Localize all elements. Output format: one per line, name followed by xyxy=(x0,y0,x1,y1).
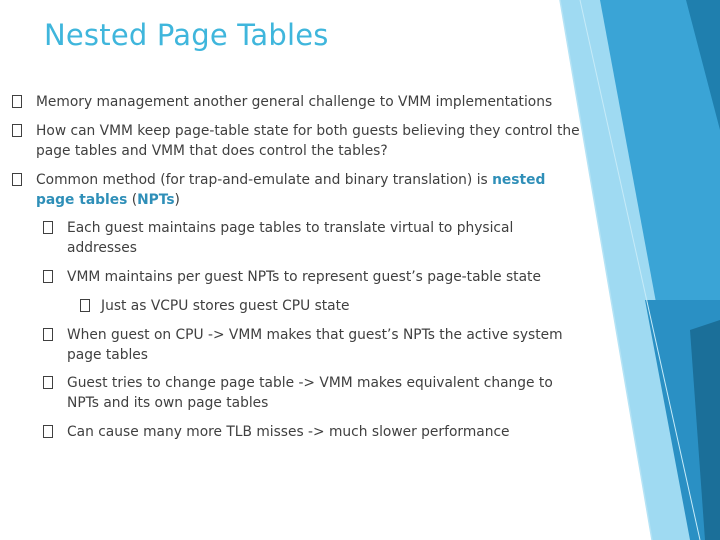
bullet-level2 xyxy=(43,373,583,413)
highlight-term: NPTs xyxy=(137,192,175,208)
bullet-level3 xyxy=(80,296,560,316)
bullet-text: Each guest maintains page tables to translate virtual to physical addresses xyxy=(67,220,514,256)
bullet-marker-icon xyxy=(43,376,53,389)
bullet-marker-icon xyxy=(80,299,90,312)
bullet-text: VMM maintains per guest NPTs to represent guest’s page-table state xyxy=(67,269,541,285)
bullet-text: Guest tries to change page table -> VMM makes equivalent change to NPTs and its own page tables xyxy=(67,375,553,411)
bullet-level2 xyxy=(43,218,553,258)
bullet-level2 xyxy=(43,325,583,365)
bullet-marker-icon xyxy=(43,328,53,341)
bullet-text-part: ) xyxy=(174,192,180,208)
bullet-level2 xyxy=(43,267,573,287)
bullet-text-part: ( xyxy=(127,192,138,208)
bullet-text-part: Common method (for trap-and-emulate and binary translation) is xyxy=(36,172,493,188)
bullet-level1 xyxy=(12,121,582,161)
bullet-text: Can cause many more TLB misses -> much slower performance xyxy=(67,424,510,440)
bullet-text: Memory management another general challenge to VMM implementations xyxy=(36,94,553,110)
bullet-marker-icon xyxy=(12,173,22,186)
bullet-text: When guest on CPU -> VMM makes that guest’s NPTs the active system page tables xyxy=(67,327,563,363)
bullet-marker-icon xyxy=(43,221,53,234)
bullet-text: How can VMM keep page-table state for both guests believing they control the page tables and VMM that does control the tables? xyxy=(36,123,580,159)
highlight-term: nested page tables xyxy=(36,172,546,208)
bullet-level2 xyxy=(43,422,583,442)
bullet-marker-icon xyxy=(43,425,53,438)
bullet-level1 xyxy=(12,170,572,210)
bullet-marker-icon xyxy=(12,124,22,137)
bullet-marker-icon xyxy=(43,270,53,283)
bullet-marker-icon xyxy=(12,95,22,108)
bullet-level1 xyxy=(12,92,572,112)
bullet-text: Just as VCPU stores guest CPU state xyxy=(101,298,350,314)
slide-title: Nested Page Tables xyxy=(44,18,329,52)
bullet-text xyxy=(36,170,572,210)
